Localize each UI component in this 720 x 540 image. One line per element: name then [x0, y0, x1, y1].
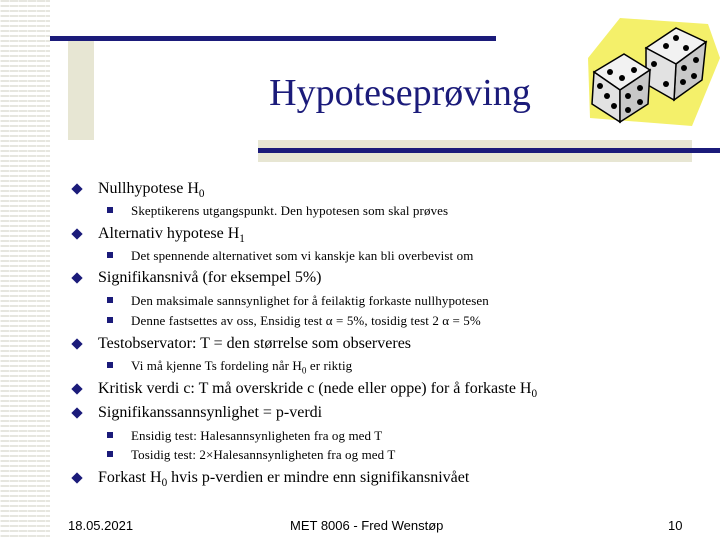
- dice-icon: [580, 18, 720, 128]
- title-frame-top-line: [50, 36, 496, 41]
- page-title: Hypoteseprøving: [269, 72, 531, 114]
- square-bullet-icon: [107, 362, 113, 368]
- title-frame-left-bar: [68, 40, 94, 140]
- square-bullet-icon: [107, 451, 113, 457]
- footer-page-number: 10: [668, 518, 683, 533]
- diamond-bullet-icon: [71, 383, 82, 394]
- diamond-bullet-icon: [71, 228, 82, 239]
- square-bullet-icon: [107, 297, 113, 303]
- footer-course: MET 8006 - Fred Wenstøp: [290, 518, 444, 533]
- diamond-bullet-icon: [71, 407, 82, 418]
- title-frame-bottom-line: [258, 148, 720, 153]
- square-bullet-icon: [107, 317, 113, 323]
- footer-date: 18.05.2021: [68, 518, 134, 533]
- diamond-bullet-icon: [71, 338, 82, 349]
- diamond-bullet-icon: [71, 272, 82, 283]
- diamond-bullet-icon: [71, 183, 82, 194]
- square-bullet-icon: [107, 207, 113, 213]
- square-bullet-icon: [107, 252, 113, 258]
- diamond-bullet-icon: [71, 472, 82, 483]
- decorative-stripes: [0, 0, 50, 540]
- square-bullet-icon: [107, 432, 113, 438]
